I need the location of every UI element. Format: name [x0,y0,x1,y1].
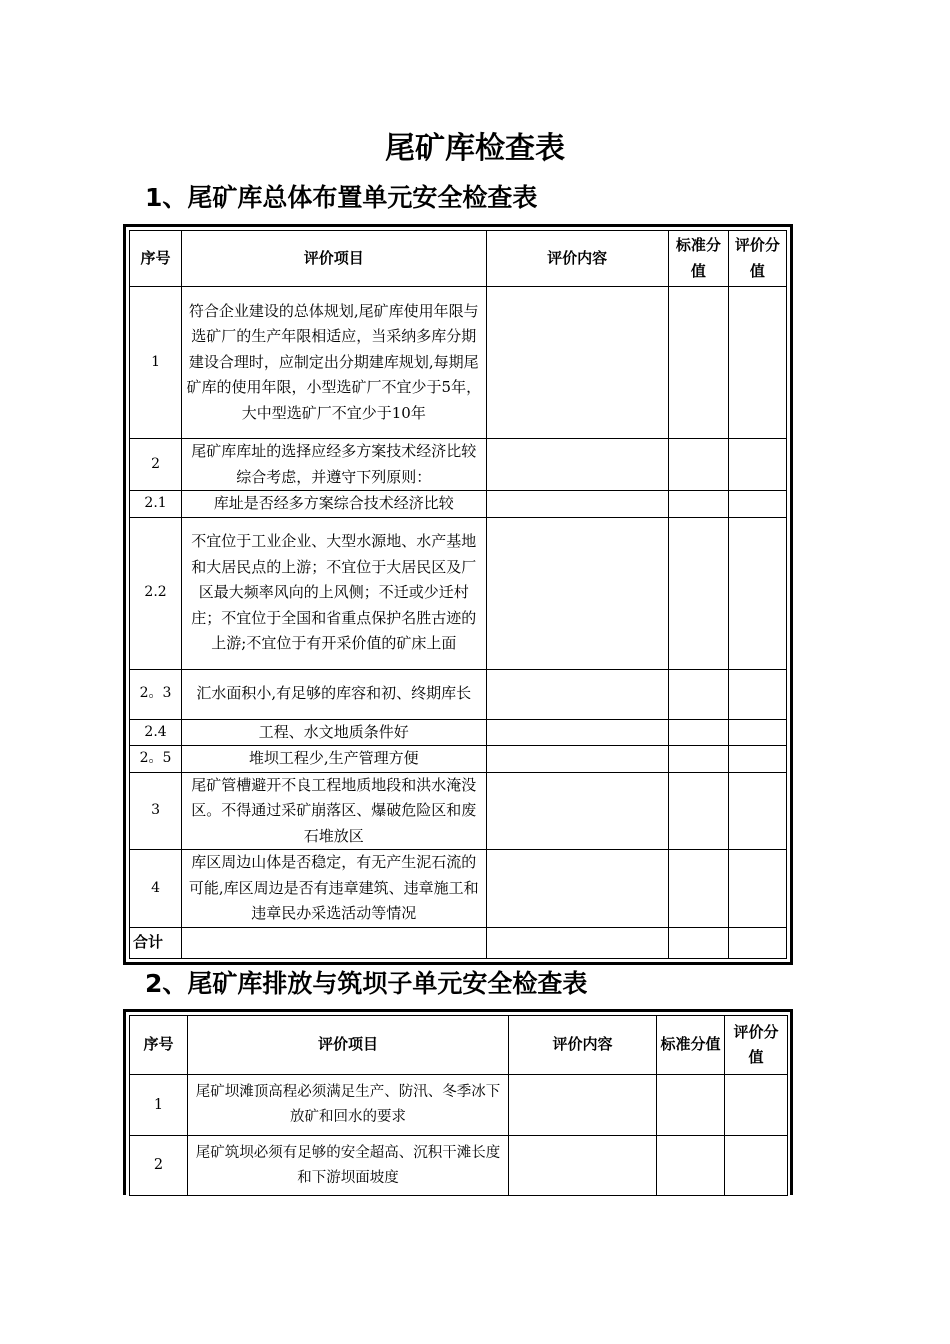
row-standard-cell[interactable] [668,439,728,491]
header-score: 评价分值 [728,231,786,287]
row-content-cell[interactable] [486,772,668,850]
row-item: 尾矿管槽避开不良工程地质地段和洪水淹没区。不得通过采矿崩落区、爆破危险区和废石堆放区 [182,772,486,850]
row-content-cell[interactable] [486,719,668,746]
row-no: 1 [130,1075,188,1136]
row-item: 符合企业建设的总体规划,尾矿库使用年限与选矿厂的生产年限相适应，当采纳多库分期建设合理时，应制定出分期建库规划,每期尾矿库的使用年限，小型选矿厂不宜少于5年，大中型选矿厂不宜少于10年 [182,287,486,439]
table-row [130,746,787,773]
total-content-cell[interactable] [486,927,668,958]
row-standard-cell[interactable] [668,746,728,773]
section-1-title: 1、尾矿库总体布置单元安全检查表 [145,183,538,212]
row-content-cell[interactable] [509,1136,657,1196]
row-no: 2 [130,1136,188,1196]
row-item: 尾矿库库址的选择应经多方案技术经济比较综合考虑，并遵守下列原则： [182,439,486,491]
header-score: 评价分值 [725,1016,788,1075]
row-content-cell[interactable] [509,1075,657,1136]
row-score-cell[interactable] [725,1075,788,1136]
total-row [130,927,787,958]
table-row [130,719,787,746]
header-content: 评价内容 [509,1016,657,1075]
row-item: 工程、水文地质条件好 [182,719,486,746]
row-item: 库址是否经多方案综合技术经济比较 [182,491,486,518]
row-standard-cell[interactable] [668,772,728,850]
row-standard-cell[interactable] [668,491,728,518]
row-item: 尾矿筑坝必须有足够的安全超高、沉积干滩长度和下游坝面坡度 [188,1136,509,1196]
row-content-cell[interactable] [486,491,668,518]
section-2-table [129,1015,788,1196]
row-no: 2 [130,439,182,491]
row-no: 2.4 [130,719,182,746]
table-row [130,1075,788,1136]
row-score-cell[interactable] [728,669,786,719]
table-row [130,491,787,518]
row-item: 尾矿坝滩顶高程必须满足生产、防汛、冬季冰下放矿和回水的要求 [188,1075,509,1136]
table-row [130,517,787,669]
row-score-cell[interactable] [725,1136,788,1196]
table-header-row [130,1016,788,1075]
header-standard: 标准分值 [657,1016,725,1075]
section-2-table-frame [123,1009,793,1195]
row-standard-cell[interactable] [668,850,728,928]
row-score-cell[interactable] [728,850,786,928]
section-2-title: 2、尾矿库排放与筑坝子单元安全检查表 [145,969,588,998]
header-item: 评价项目 [188,1016,509,1075]
table-header-row [130,231,787,287]
row-score-cell[interactable] [728,719,786,746]
total-standard-cell[interactable] [668,927,728,958]
row-content-cell[interactable] [486,669,668,719]
header-no: 序号 [130,1016,188,1075]
row-score-cell[interactable] [728,287,786,439]
row-score-cell[interactable] [728,772,786,850]
row-score-cell[interactable] [728,517,786,669]
row-standard-cell[interactable] [668,719,728,746]
header-standard: 标准分值 [668,231,728,287]
row-score-cell[interactable] [728,491,786,518]
row-no: 2.2 [130,517,182,669]
table-row [130,850,787,928]
table-row [130,439,787,491]
row-content-cell[interactable] [486,746,668,773]
header-content: 评价内容 [486,231,668,287]
row-content-cell[interactable] [486,850,668,928]
row-standard-cell[interactable] [668,669,728,719]
row-content-cell[interactable] [486,439,668,491]
row-item: 库区周边山体是否稳定，有无产生泥石流的可能,库区周边是否有违章建筑、违章施工和违章民办采选活动等情况 [182,850,486,928]
table-row [130,772,787,850]
section-1-table [129,230,787,959]
header-no: 序号 [130,231,182,287]
row-standard-cell[interactable] [657,1136,725,1196]
row-standard-cell[interactable] [657,1075,725,1136]
row-item: 汇水面积小,有足够的库容和初、终期库长 [182,669,486,719]
total-score-cell[interactable] [728,927,786,958]
row-item: 不宜位于工业企业、大型水源地、水产基地和大居民点的上游；不宜位于大居民区及厂区最大频率风向的上风侧；不迁或少迁村庄；不宜位于全国和省重点保护名胜古迹的上游;不宜位于有开采价值的矿床上面 [182,517,486,669]
total-label: 合计 [130,927,182,958]
row-standard-cell[interactable] [668,517,728,669]
total-item-cell[interactable] [182,927,486,958]
document-title: 尾矿库检查表 [385,131,565,166]
row-no: 2。3 [130,669,182,719]
section-1-table-frame [123,224,793,965]
row-item: 堆坝工程少,生产管理方便 [182,746,486,773]
row-content-cell[interactable] [486,287,668,439]
row-no: 3 [130,772,182,850]
row-score-cell[interactable] [728,439,786,491]
row-no: 4 [130,850,182,928]
row-no: 2。5 [130,746,182,773]
table-row [130,1136,788,1196]
row-score-cell[interactable] [728,746,786,773]
table-row [130,287,787,439]
header-item: 评价项目 [182,231,486,287]
row-standard-cell[interactable] [668,287,728,439]
row-no: 1 [130,287,182,439]
table-row [130,669,787,719]
row-no: 2.1 [130,491,182,518]
row-content-cell[interactable] [486,517,668,669]
